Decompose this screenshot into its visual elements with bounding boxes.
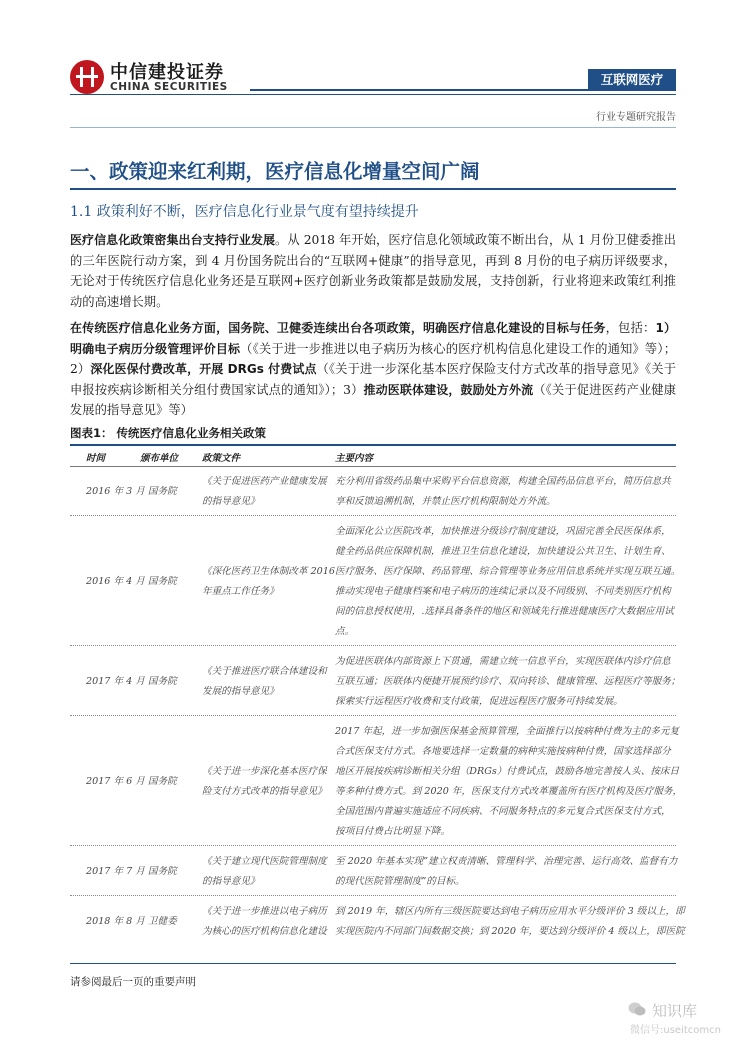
cell-content: 到 2019 年，辖区内所有三级医院要达到电子病历应用水平分级评价 3 级以上，即 <box>335 906 685 917</box>
table-header-rule <box>70 466 676 467</box>
header-rule-thin <box>70 94 676 95</box>
wechat-icon <box>628 1001 646 1017</box>
cell-content: 探索实行远程医疗收费和支付政策，促进远程医疗服务可持续发展。 <box>335 696 623 707</box>
cell-document: 《关于推进医疗联合体建设和 <box>202 666 327 677</box>
watermark-title: 知识库 <box>652 1002 698 1020</box>
paragraph-policy-overview <box>70 230 676 312</box>
figure-title: 图表1： 传统医疗信息化业务相关政策 <box>70 426 267 440</box>
table-row-divider <box>70 645 676 646</box>
cell-document: 险支付方式改革的指导意见》 <box>202 786 327 797</box>
cell-document: 《深化医药卫生体制改革 2016 <box>202 566 335 577</box>
logo-english-name: CHINA SECURITIES <box>110 81 228 93</box>
paragraph-lead: 医疗信息化政策密集出台支持行业发展 <box>70 233 276 247</box>
header-divider <box>70 127 676 128</box>
cell-content: 为促进医联体内部资源上下贯通，需建立统一信息平台，实现医联体内诊疗信息 <box>335 656 671 667</box>
emphasis-text: 深化医保付费改革，开展 DRGs 付费试点 <box>90 362 317 376</box>
cell-content: 推动实现电子健康档案和电子病历的连续记录以及不同级别、不同类别医疗机构 <box>335 586 671 597</box>
emphasis-text: 推动医联体建设，鼓励处方外流 <box>363 382 534 397</box>
emphasis-text: 1）明确电子病历分级管理评价目标 <box>70 321 676 356</box>
cell-content: 等多种付费方式。到 2020 年，医保支付方式改革覆盖所有医疗机构及医疗服务， <box>335 786 683 797</box>
cell-time-org: 2016 年 3 月 国务院 <box>86 486 177 497</box>
figure-title-rule <box>70 444 676 446</box>
table-row-divider <box>70 895 676 896</box>
cell-content: 按项目付费占比明显下降。 <box>335 826 451 837</box>
cell-content: 地区开展按疾病诊断相关分组（DRGs）付费试点，鼓励各地完善按人头、按床日 <box>335 766 680 777</box>
column-header-content: 主要内容 <box>335 453 374 464</box>
cell-document: 《关于建立现代医院管理制度 <box>202 856 327 867</box>
cell-content: 合式医保支付方式。各地要选择一定数量的病种实施按病种付费，国家选择部分 <box>335 746 671 757</box>
paragraph-text: （《关于进一步深化基本医疗保险支付方式改革的指导意见》《关于申报按疾病诊断相关分组付费国家试点的通知》）；3） <box>70 362 676 397</box>
table-row-divider <box>70 715 676 716</box>
cell-document: 的指导意见》 <box>202 876 260 887</box>
section-heading-rule <box>70 188 676 190</box>
subsection-heading: 1.1 政策利好不断，医疗信息化行业景气度有望持续提升 <box>70 204 419 220</box>
cell-document: 发展的指导意见》 <box>202 686 279 697</box>
cell-content: 享和反馈追溯机制，并禁止医疗机构限制处方外流。 <box>335 496 556 507</box>
table-row-divider <box>70 845 676 846</box>
column-header-time: 时间 <box>86 453 106 464</box>
footer-disclaimer: 请参阅最后一页的重要声明 <box>70 976 196 988</box>
report-type: 行业专题研究报告 <box>596 112 676 123</box>
cell-document: 年重点工作任务》 <box>202 586 279 597</box>
cell-document: 为核心的医疗机构信息化建设 <box>202 926 327 937</box>
paragraph-lead: 在传统医疗信息化业务方面，国务院、卫健委连续出台各项政策，明确医疗信息化建设的目标与任务 <box>70 321 606 335</box>
logo-chinese-name: 中信建投证券 <box>110 62 224 83</box>
cell-time-org: 2017 年 7 月 国务院 <box>86 866 177 877</box>
cell-content: 点。 <box>335 626 355 637</box>
section-heading: 一、政策迎来红利期，医疗信息化增量空间广阔 <box>70 160 480 183</box>
sector-tag: 互联网医疗 <box>588 69 676 90</box>
cell-content: 全面深化公立医院改革，加快推进分级诊疗制度建设，巩固完善全民医保体系， <box>335 526 671 537</box>
cell-content: 的现代医院管理制度”的目标。 <box>335 876 465 887</box>
column-header-org: 颁布单位 <box>140 453 179 464</box>
paragraph-text: ，包括： <box>605 321 656 335</box>
cell-document: 《关于促进医药产业健康发展 <box>202 476 327 487</box>
cell-content: 实现医院内不同部门间数据交换；到 2020 年，要达到分级评价 4 级以上，即医院 <box>335 926 685 937</box>
cell-content: 间的信息授权使用，.选择具备条件的地区和领域先行推进健康医疗大数据应用试 <box>335 606 674 617</box>
cell-time-org: 2017 年 6 月 国务院 <box>86 776 177 787</box>
cell-content: 医疗服务、医疗保障、药品管理、综合管理等业务应用信息系统并实现互联互通。 <box>335 566 681 577</box>
paragraph-traditional-business <box>70 318 676 421</box>
cell-time-org: 2017 年 4 月 国务院 <box>86 676 177 687</box>
company-logo <box>70 58 240 98</box>
cell-document: 《关于进一步推进以电子病历 <box>202 906 327 917</box>
cell-document: 《关于进一步深化基本医疗保 <box>202 766 327 777</box>
paragraph-text: 。从 2018 年开始，医疗信息化领域政策不断出台，从 1 月份卫健委推出的三年医院行动方案，到 4 月份国务院出台的“互联网+健康”的指导意见，再到 8 月份的电子病历评级要求，无论对于传统医疗信息化业务还是互联网+医疗创新业务政策都是鼓励发展，支持创新，行业将迎来政策红利推动的高速增长期。 <box>70 233 676 309</box>
header-rule <box>250 89 676 91</box>
footer-rule <box>70 963 676 964</box>
watermark-subtitle: 微信号:useitcomcn <box>630 1025 721 1036</box>
cell-content: 互联互通；医联体内便捷开展预约诊疗、双向转诊、健康管理、远程医疗等服务； <box>335 676 681 687</box>
cell-content: 至 2020 年基本实现”建立权责清晰、管理科学、治理完善、运行高效、监督有力 <box>335 856 678 867</box>
table-row-divider <box>70 515 676 516</box>
cell-content: 健全药品供应保障机制，推进卫生信息化建设，加快建设公共卫生、计划生育、 <box>335 546 671 557</box>
paragraph-text: （《关于进一步推进以电子病历为核心的医疗机构信息化建设工作的通知》等）；2） <box>70 341 676 376</box>
column-header-document: 政策文件 <box>202 453 241 464</box>
cell-content: 全国范围内普遍实施适应不同疾病、不同服务特点的多元复合式医保支付方式， <box>335 806 671 817</box>
cell-content: 2017 年起，进一步加强医保基金预算管理，全面推行以按病种付费为主的多元复 <box>335 726 680 737</box>
cell-time-org: 2018 年 8 月 卫健委 <box>86 916 177 927</box>
cell-content: 充分利用省级药品集中采购平台信息资源，构建全国药品信息平台，简历信息共 <box>335 476 671 487</box>
cell-time-org: 2016 年 4 月 国务院 <box>86 576 177 587</box>
cell-document: 的指导意见》 <box>202 496 260 507</box>
paragraph-text: （《关于促进医药产业健康发展的指导意见》等） <box>70 382 676 417</box>
logo-mark-icon <box>70 60 104 94</box>
